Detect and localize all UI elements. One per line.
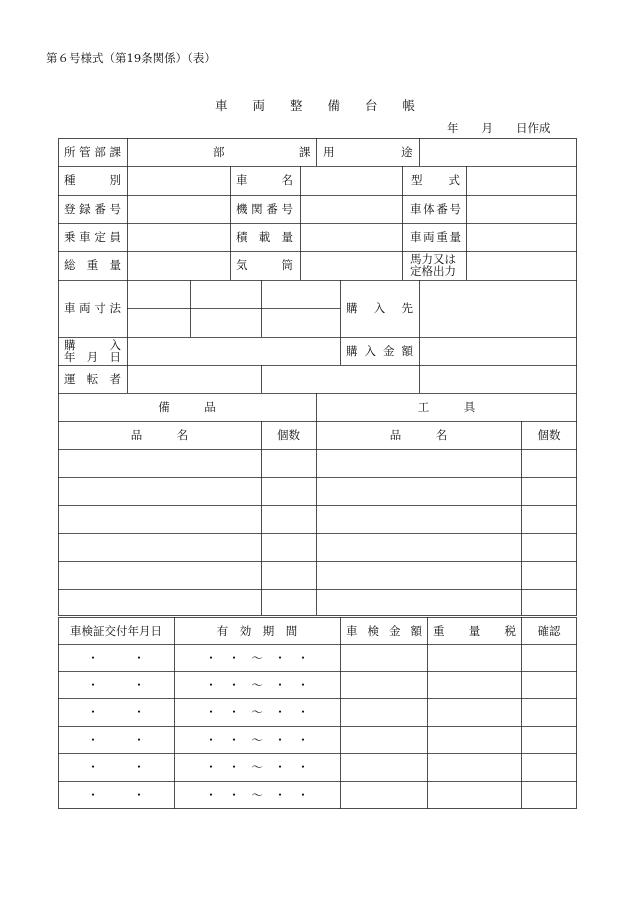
label-purchase-date-1: 購入	[64, 338, 121, 352]
document-title: 車 両 整 備 台 帳	[214, 98, 415, 113]
label-ka: 課	[299, 145, 311, 159]
inspection-date-row: ・ ・	[87, 788, 145, 802]
header-inspection-amount: 車検金額	[346, 624, 422, 638]
label-bu: 部	[213, 145, 225, 159]
label-purpose: 用	[323, 145, 335, 159]
label-cylinder: 気筒	[236, 258, 293, 272]
header-confirm: 確認	[537, 624, 561, 638]
header-kougu: 工 具	[417, 400, 476, 414]
inspection-period-row: ・ ・ ～ ・ ・	[205, 651, 309, 665]
created-date-line: 年 月 日作成	[447, 121, 551, 135]
header-valid-period: 有 効 期 間	[216, 624, 298, 638]
label-purchaser: 購入先	[346, 301, 413, 315]
header-bihin-name: 品 名	[130, 428, 189, 442]
header-weight-tax: 重量税	[433, 624, 516, 638]
label-body-no: 車体番号	[410, 202, 461, 216]
label-load: 積載量	[236, 230, 293, 244]
label-purchase-price: 購入金額	[346, 344, 413, 358]
header-bihin-count: 個数	[277, 428, 300, 442]
label-car-name: 車名	[236, 173, 293, 187]
header-bihin: 備 品	[158, 400, 216, 414]
form-number-label: 第６号様式（第19条関係）（表）	[46, 51, 216, 65]
inspection-period-row: ・ ・ ～ ・ ・	[205, 788, 309, 802]
label-dimensions: 車両寸法	[64, 301, 121, 315]
header-kougu-count: 個数	[537, 428, 561, 442]
label-model: 型式	[411, 173, 460, 187]
label-purchase-date-2: 年月日	[64, 350, 121, 364]
label-capacity: 乗車定員	[64, 230, 121, 244]
inspection-period-row: ・ ・ ～ ・ ・	[205, 678, 309, 692]
inspection-date-row: ・ ・	[87, 760, 145, 774]
header-kougu-name: 品 名	[389, 428, 448, 442]
inspection-period-row: ・ ・ ～ ・ ・	[205, 760, 309, 774]
label-kind: 種別	[64, 173, 121, 187]
inspection-date-row: ・ ・	[87, 651, 145, 665]
label-weight: 車両重量	[410, 230, 461, 244]
inspection-date-row: ・ ・	[87, 705, 145, 719]
label-engine-no: 機関番号	[236, 202, 293, 216]
label-horsepower-1: 馬力又は	[410, 252, 456, 266]
inspection-date-row: ・ ・	[87, 733, 145, 747]
label-dept: 所管部課	[64, 145, 121, 159]
inspection-period-row: ・ ・ ～ ・ ・	[205, 705, 309, 719]
inspection-date-row: ・ ・	[87, 678, 145, 692]
header-inspection-date: 車検証交付年月日	[70, 624, 162, 638]
label-reg-no: 登録番号	[64, 202, 121, 216]
label-driver: 運転者	[64, 372, 121, 386]
label-purpose-to: 途	[401, 145, 413, 159]
inspection-period-row: ・ ・ ～ ・ ・	[205, 733, 309, 747]
label-gross: 総重量	[64, 258, 121, 272]
label-horsepower-2: 定格出力	[410, 264, 456, 278]
